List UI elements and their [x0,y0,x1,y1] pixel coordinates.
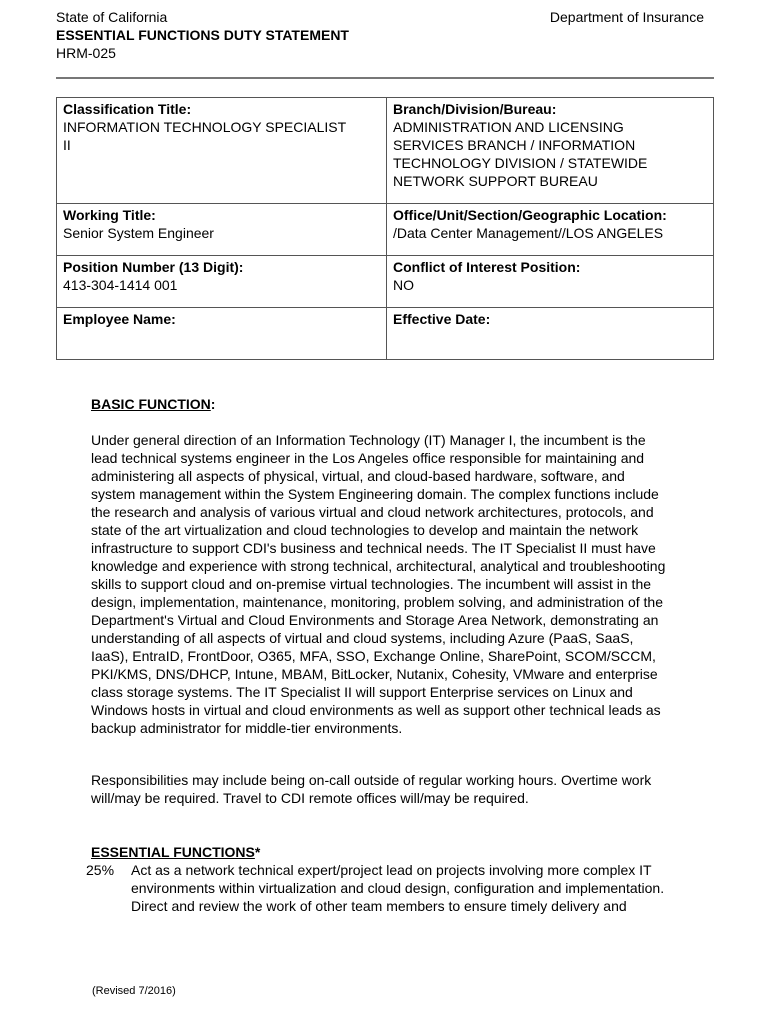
branch-cell [387,98,714,204]
paragraph-line: Under general direction of an Information Technology (IT) Manager I, the incumbent is the [91,432,646,448]
basic-function-colon: : [210,396,216,412]
header-divider [56,77,714,79]
revision-note: (Revised 7/2016) [92,985,176,997]
paragraph-line: administering all aspects of physical, virtual, and cloud-based hardware, software, and [91,468,625,484]
paragraph-line: Department's Virtual and Cloud Environments and Storage Area Network, demonstrating an [91,612,659,628]
position-number-label: Position Number (13 Digit): [63,259,244,275]
classification-value-line: INFORMATION TECHNOLOGY SPECIALIST [63,119,347,135]
position-info-table [56,97,714,360]
basic-function-paragraph [91,431,713,737]
working-title-value: Senior System Engineer [63,225,214,241]
function-percent: 25% [86,862,115,878]
paragraph-line: understanding of all aspects of virtual and cloud systems, including Azure (PaaS, SaaS, [91,630,634,646]
essential-functions-heading [91,843,713,861]
basic-function-title: BASIC FUNCTION [91,396,211,412]
conflict-value: NO [393,277,414,293]
conflict-label: Conflict of Interest Position: [393,259,581,275]
paragraph-line: skills to support cloud and on-premise virtual technologies. The incumbent will assist in the [91,576,652,592]
effective-date-cell [387,308,714,360]
header-left [56,8,349,62]
paragraph-line: the research and analysis of various virtual and cloud network architectures, protocols, and [91,504,654,520]
branch-value-line: ADMINISTRATION AND LICENSING [393,119,624,135]
office-label: Office/Unit/Section/Geographic Location: [393,207,667,223]
paragraph-line: Responsibilities may include being on-call outside of regular working hours. Overtime work [91,772,652,788]
position-number-cell [57,256,387,308]
document-title: ESSENTIAL FUNCTIONS DUTY STATEMENT [56,27,349,43]
form-number: HRM-025 [56,45,116,61]
paragraph-line: will/may be required. Travel to CDI remote offices will/may be required. [91,790,529,806]
function-line: environments within virtualization and cloud design, configuration and implementation. [131,880,665,896]
paragraph-line: class storage systems. The IT Specialist II will support Enterprise services on Linux and [91,684,633,700]
paragraph-line: design, implementation, maintenance, monitoring, problem solving, and administration of the [91,594,663,610]
office-value: /Data Center Management//LOS ANGELES [393,225,664,241]
paragraph-line: Windows hosts in virtual and cloud environments as well as support other technical leads as [91,702,661,718]
office-cell [387,204,714,256]
essential-function-item [86,861,716,917]
function-line: Direct and review the work of other team members to ensure timely delivery and [131,898,627,914]
paragraph-line: state of the art virtualization and cloud technologies to develop and maintain the network [91,522,639,538]
paragraph-line: system management within the System Engineering domain. The complex functions include [91,486,659,502]
classification-label: Classification Title: [63,101,192,117]
department-name: Department of Insurance [549,9,704,25]
paragraph-line: IaaS), EntraID, FrontDoor, O365, MFA, SSO, Exchange Online, SharePoint, SCOM/SCCM, [91,648,656,664]
effective-date-label: Effective Date: [393,311,491,327]
table-row [57,308,714,360]
table-row [57,256,714,308]
branch-value-line: SERVICES BRANCH / INFORMATION [393,137,636,153]
function-line: Act as a network technical expert/project lead on projects involving more complex IT [131,862,652,878]
employee-name-label: Employee Name: [63,311,176,327]
branch-value-line: NETWORK SUPPORT BUREAU [393,173,598,189]
working-title-cell [57,204,387,256]
paragraph-line: PKI/KMS, DNS/DHCP, Intune, MBAM, BitLocker, Nutanix, Cohesity, VMware and enterprise [91,666,658,682]
branch-label: Branch/Division/Bureau: [393,101,557,117]
responsibilities-paragraph [91,771,713,807]
paragraph-line: knowledge and experience with strong technical, architectural, analytical and troubleshooting [91,558,666,574]
paragraph-line: lead technical systems engineer in the Los Angeles office responsible for maintaining and [91,450,645,466]
position-number-value: 413-304-1414 001 [63,277,178,293]
conflict-cell [387,256,714,308]
essential-functions-title: ESSENTIAL FUNCTIONS [91,844,255,860]
essential-functions-asterisk: * [254,844,261,860]
classification-value-line: II [63,137,71,153]
classification-cell [57,98,387,204]
table-row [57,204,714,256]
state-name: State of California [56,9,168,25]
employee-name-cell [57,308,387,360]
paragraph-line: infrastructure to support CDI's business and technical needs. The IT Specialist II must have [91,540,656,556]
paragraph-line: backup administrator for middle-tier environments. [91,720,403,736]
function-description [131,861,716,915]
basic-function-heading [91,395,713,413]
working-title-label: Working Title: [63,207,156,223]
table-row [57,98,714,204]
branch-value-line: TECHNOLOGY DIVISION / STATEWIDE [393,155,648,171]
